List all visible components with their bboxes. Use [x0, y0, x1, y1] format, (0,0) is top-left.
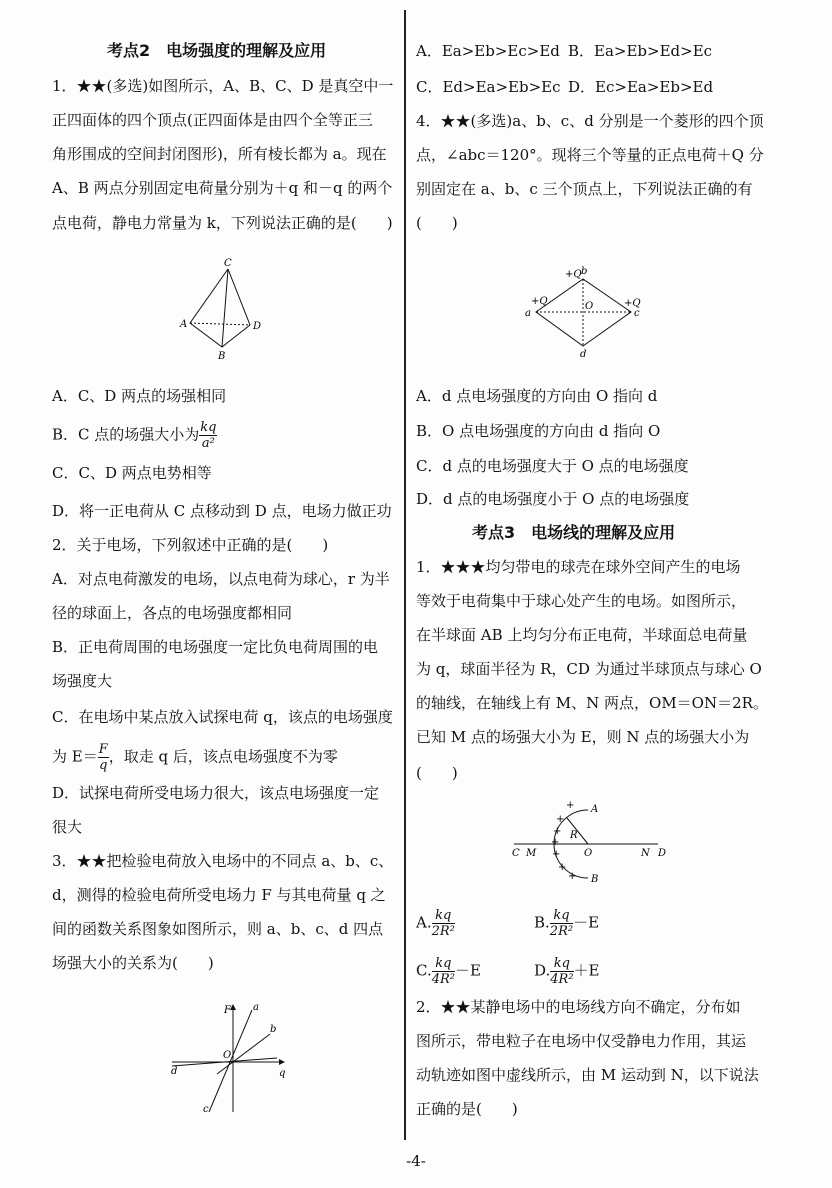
option-letter: B.	[534, 913, 550, 932]
s3q1-option-d	[534, 956, 600, 987]
f-q-graph	[167, 1000, 287, 1115]
s3q2-line: 2．★★某静电场中的电场线方向不确定，分布如	[416, 998, 741, 1016]
label: D	[253, 321, 262, 332]
denominator: 2R²	[549, 924, 574, 939]
fraction	[432, 956, 455, 987]
fraction	[550, 908, 573, 939]
s3q1-line: 的轴线，在轴线上有 M、N 两点，OM＝ON＝2R。	[416, 694, 768, 712]
q1-option-d: D．将一正电荷从 C 点移动到 D 点，电场力做正功	[52, 502, 392, 520]
q4-line: ( )	[416, 214, 458, 232]
svg-text:+: +	[558, 862, 567, 873]
q2-option-a: A．对点电荷激发的电场，以点电荷为球心，r 为半	[52, 570, 390, 588]
label: B	[218, 351, 226, 362]
s3q1-line: 已知 M 点的场强大小为 E，则 N 点的场强大小为	[416, 728, 750, 746]
denominator: q	[99, 758, 108, 773]
s3q1-line: 在半球面 AB 上均匀分布正电荷，半球面总电荷量	[416, 626, 748, 644]
numerator: kq	[432, 956, 455, 972]
label: F	[224, 1005, 231, 1016]
option-letter: C.	[416, 961, 432, 980]
label: +Q	[565, 269, 582, 280]
numerator: kq	[550, 908, 573, 924]
q2-option-d: 很大	[52, 818, 83, 836]
q2-option-b: B．正电荷周围的电场强度一定比负电荷周围的电	[52, 638, 379, 656]
q2-option-b: 场强度大	[52, 672, 113, 690]
svg-text:+: +	[556, 814, 565, 825]
numerator: kq	[432, 908, 455, 924]
q3-line: d，测得的检验电荷所受电场力 F 与其电荷量 q 之	[52, 886, 386, 904]
s3q1-option-a	[416, 908, 455, 939]
label: A	[591, 804, 599, 815]
q4-option-a: A．d 点电场强度的方向由 O 指向 d	[416, 387, 658, 405]
label: d	[580, 349, 587, 360]
q1-line: 1．★★(多选)如图所示，A、B、C、D 是真空中一	[52, 77, 394, 95]
label: M	[526, 848, 537, 859]
label: +Q	[531, 296, 548, 307]
q2-stem: 2．关于电场，下列叙述中正确的是( )	[52, 536, 329, 554]
svg-text:+: +	[566, 800, 575, 811]
q2-option-c	[52, 742, 338, 773]
label: O	[223, 1050, 232, 1061]
label: b	[270, 1024, 277, 1035]
s3q2-line: 正确的是( )	[416, 1100, 518, 1118]
fraction	[199, 420, 217, 451]
numerator: kq	[200, 420, 217, 435]
option-text: 为 E＝	[52, 747, 98, 766]
hemisphere-figure	[500, 782, 670, 882]
label: D	[658, 848, 667, 859]
option-text: ＋E	[573, 961, 600, 980]
option-text: －E	[455, 961, 481, 980]
label: C	[224, 258, 232, 269]
q3-option-c: C．Ed>Ea>Eb>Ec	[416, 78, 561, 96]
q4-line: 点，∠abc＝120°。现将三个等量的正点电荷＋Q 分	[416, 146, 764, 164]
page-number: -4-	[406, 1152, 426, 1170]
label: b	[581, 266, 588, 277]
s3q1-option-b	[534, 908, 599, 939]
q1-line: A、B 两点分别固定电荷量分别为＋q 和－q 的两个	[52, 179, 393, 197]
fraction	[550, 956, 573, 987]
s3q1-option-c	[416, 956, 481, 987]
label: c	[634, 308, 640, 319]
q3-option-d: D．Ec>Ea>Eb>Ed	[568, 78, 714, 96]
q2-option-d: D．试探电荷所受电场力很大，该点电场强度一定	[52, 784, 380, 802]
label: a	[525, 308, 531, 319]
svg-text:+: +	[568, 871, 577, 882]
label: d	[171, 1066, 178, 1077]
option-letter: A.	[416, 913, 432, 932]
label: a	[253, 1002, 259, 1013]
label: C	[512, 848, 520, 859]
q4-option-d: D．d 点的电场强度小于 O 点的电场强度	[416, 490, 690, 508]
denominator: 4R²	[550, 972, 574, 987]
label: O	[584, 848, 593, 859]
s3q2-line: 动轨迹如图中虚线所示，由 M 运动到 N，以下说法	[416, 1066, 759, 1084]
q1-line: 角形围成的空间封闭图形)，所有棱长都为 a。现在	[52, 145, 387, 163]
q3-option-b: B．Ea>Eb>Ed>Ec	[568, 42, 713, 60]
label: R	[570, 830, 578, 841]
numerator: F	[98, 742, 108, 757]
svg-text:+: +	[553, 826, 562, 837]
s3q1-line: 等效于电荷集中于球心处产生的电场。如图所示，	[416, 592, 747, 610]
s3q1-line: ( )	[416, 764, 458, 782]
q1-line: 点电荷，静电力常量为 k，下列说法正确的是( )	[52, 214, 393, 232]
q3-line: 3．★★把检验电荷放入电场中的不同点 a、b、c、	[52, 852, 394, 870]
option-text: －E	[573, 913, 600, 932]
q3-line: 间的函数关系图象如图所示，则 a、b、c、d 四点	[52, 920, 384, 938]
q4-line: 4．★★(多选)a、b、c、d 分别是一个菱形的四个顶	[416, 112, 764, 130]
s3q1-line: 为 q，球面半径为 R，CD 为通过半球顶点与球心 O	[416, 660, 762, 678]
numerator: kq	[550, 956, 573, 972]
q4-line: 别固定在 a、b、c 三个顶点上，下列说法正确的有	[416, 180, 753, 198]
q3-line: 场强大小的关系为( )	[52, 954, 214, 972]
q2-option-c: C．在电场中某点放入试探电荷 q，该点的电场强度	[52, 708, 393, 726]
svg-text:+: +	[551, 837, 560, 848]
s3q1-line: 1．★★★均匀带电的球壳在球外空间产生的电场	[416, 558, 741, 576]
q1-option-c: C．C、D 两点电势相等	[52, 464, 212, 482]
q4-option-b: B．O 点电场强度的方向由 d 指向 O	[416, 422, 661, 440]
denominator: 2R²	[431, 924, 455, 939]
label: q	[279, 1068, 286, 1079]
label: A	[180, 319, 188, 330]
column-divider	[404, 10, 406, 1140]
option-letter: D.	[534, 961, 551, 980]
q3-option-a: A．Ea>Eb>Ec>Ed	[416, 42, 560, 60]
label: O	[585, 301, 594, 312]
option-text: ，取走 q 后，该点电场强度不为零	[108, 747, 338, 766]
rhombus-figure	[521, 262, 651, 362]
fraction	[98, 742, 109, 773]
option-text: B．C 点的场强大小为	[52, 425, 200, 444]
denominator: a²	[201, 436, 215, 451]
s3q2-line: 图所示，带电粒子在电场中仅受静电力作用，其运	[416, 1032, 747, 1050]
section-title-3: 考点3 电场线的理解及应用	[472, 523, 676, 542]
svg-text:+: +	[552, 849, 561, 860]
label: B	[591, 874, 599, 882]
denominator: 4R²	[431, 972, 455, 987]
fraction	[432, 908, 455, 939]
label: +Q	[624, 298, 641, 309]
q1-line: 正四面体的四个顶点(正四面体是由四个全等正三	[52, 111, 373, 129]
q1-option-b	[52, 420, 217, 451]
label: c	[203, 1104, 209, 1115]
q4-option-c: C．d 点的电场强度大于 O 点的电场强度	[416, 457, 689, 475]
q2-option-a: 径的球面上，各点的电场强度都相同	[52, 604, 293, 622]
q1-option-a: A．C、D 两点的场强相同	[52, 387, 227, 405]
section-title-2: 考点2 电场强度的理解及应用	[107, 41, 327, 60]
label: N	[641, 848, 650, 859]
tetrahedron-figure	[172, 255, 272, 365]
